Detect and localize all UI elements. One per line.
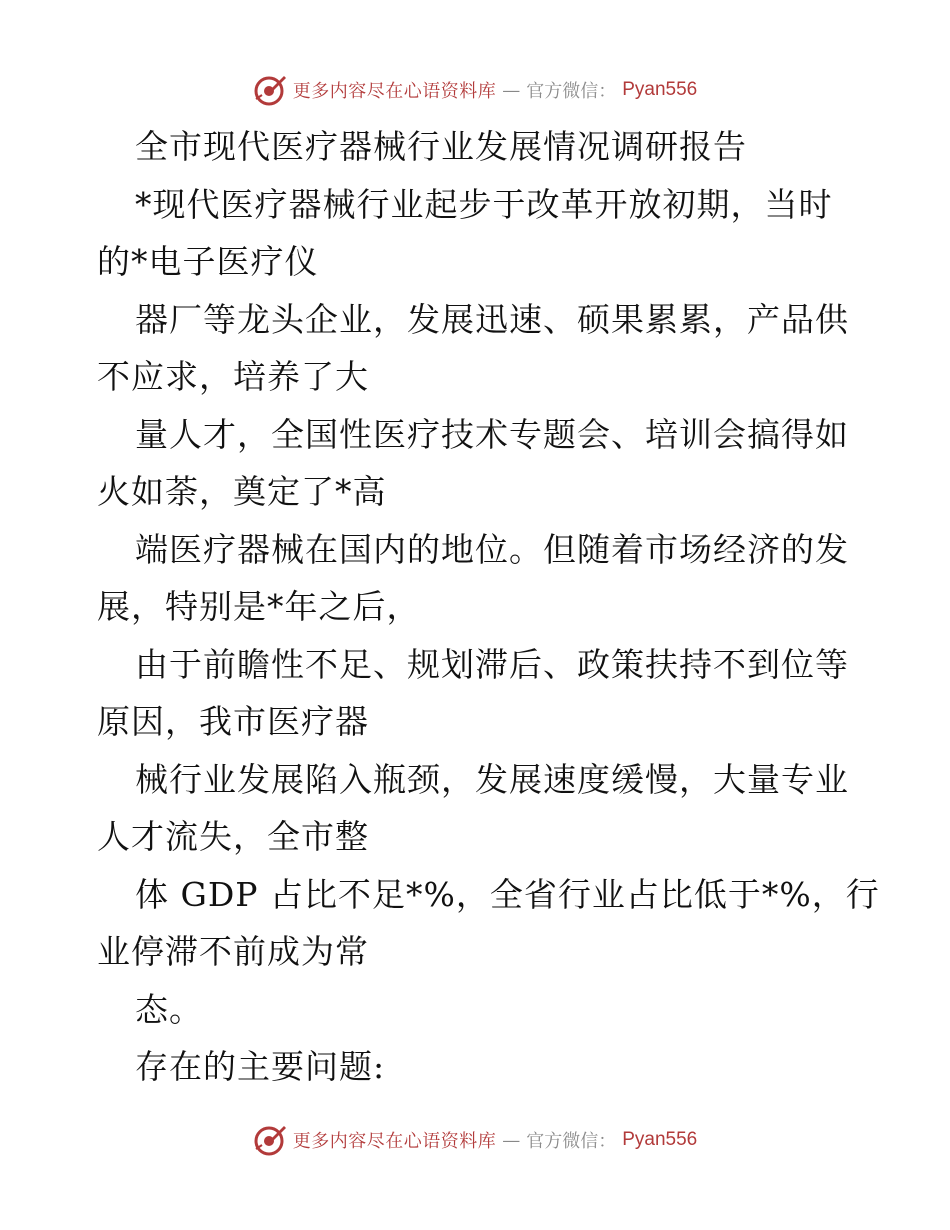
footer-watermark-banner [0,1120,950,1160]
pen-logo-icon [253,1123,287,1157]
banner-inner [253,73,698,107]
text-line: 由于前瞻性不足、规划滞后、政策扶持不到位等 [135,644,849,684]
text-line: 端医疗器械在国内的地位。但随着市场经济的发 [135,529,849,569]
text-line: 人才流失，全市整 [97,817,369,856]
banner-brand-text: 更多内容尽在心语资料库 [292,1131,497,1152]
text-line: 业停滞不前成为常 [97,932,369,971]
text-line: 不应求，培养了大 [97,357,369,396]
text-line: 的*电子医疗仪 [97,242,319,281]
text-line: 体 GDP 占比不足*%，全省行业占比低于*%，行 [135,874,880,914]
banner-wechat-id: Pyan556 [622,79,698,100]
text-line: 态。 [135,989,203,1029]
text-line: 存在的主要问题: [135,1047,386,1086]
text-line: 量人才，全国性医疗技术专题会、培训会搞得如 [135,414,849,454]
banner-dash: — [502,1129,521,1151]
banner-brand-text: 更多内容尽在心语资料库 [292,81,497,102]
pen-logo-icon [253,73,287,107]
text-line: *现代医疗器械行业起步于改革开放初期，当时 [135,184,833,224]
banner-wechat-id: Pyan556 [622,1129,698,1150]
text-line: 展，特别是*年之后， [97,587,421,626]
text-line: 械行业发展陷入瓶颈，发展速度缓慢，大量专业 [135,759,849,799]
header-watermark-banner [0,70,950,110]
text-line: 器厂等龙头企业，发展迅速、硕果累累，产品供 [135,299,849,339]
text-line: 全市现代医疗器械行业发展情况调研报告 [135,127,747,166]
banner-inner [253,1123,698,1157]
document-body [97,118,880,1096]
banner-wechat-label: 官方微信： [526,1131,617,1152]
text-line: 原因，我市医疗器 [97,702,369,741]
banner-dash: — [502,79,521,101]
banner-wechat-label: 官方微信： [526,81,617,102]
text-line: 火如荼，奠定了*高 [97,472,387,511]
